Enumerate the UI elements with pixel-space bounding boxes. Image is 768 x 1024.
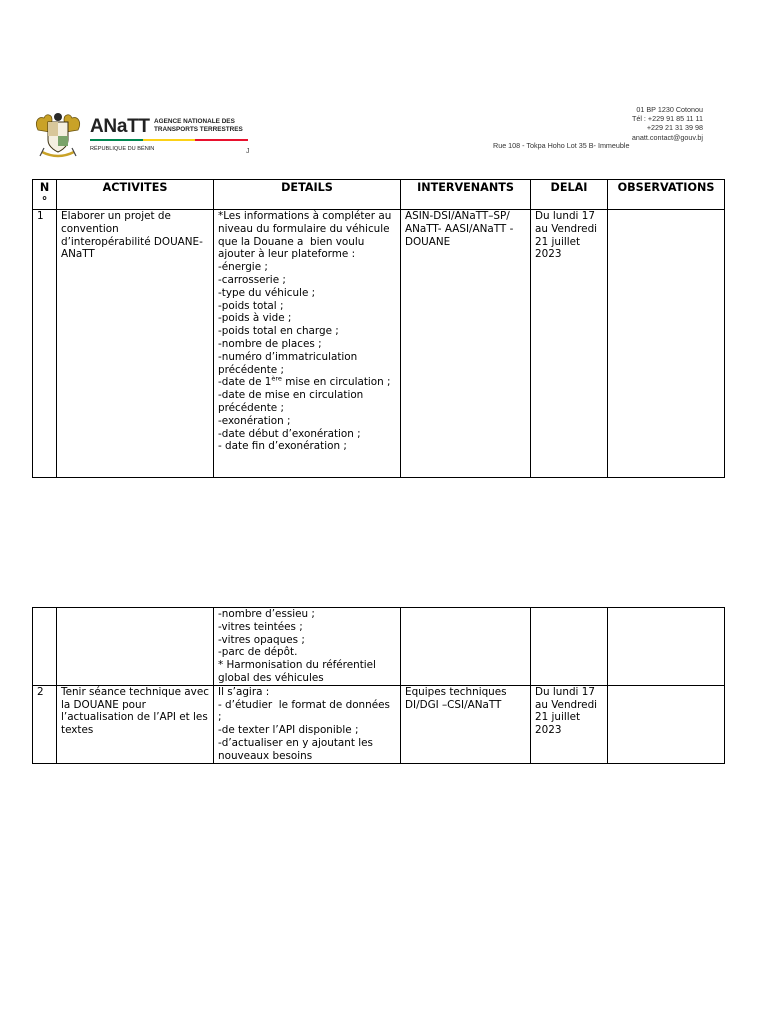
header-observations: OBSERVATIONS [608,180,725,210]
row-num [33,608,57,686]
stripe-red [195,139,248,141]
header-num: N ° [33,180,57,210]
row-observations [608,685,725,763]
row-details: -nombre d’essieu ; -vitres teintées ; -vitres opaques ; -parc de dépôt. * Harmonisation du référentiel global des véhicules [214,608,401,686]
benin-coat-of-arms-icon [32,108,84,160]
stripe-green [90,139,143,141]
flag-stripe [90,139,248,141]
table-header-row [33,180,725,210]
row-activity: Elaborer un projet de convention d’interopérabilité DOUANE- ANaTT [57,210,214,478]
row-delai: Du lundi 17 au Vendredi 21 juillet 2023 [531,685,608,763]
header-details: DETAILS [214,180,401,210]
anatt-logo [32,108,254,160]
row-observations [608,608,725,686]
row-intervenants [401,608,531,686]
row-activity: Tenir séance technique avec la DOUANE pour l’actualisation de l’API et les textes [57,685,214,763]
header-mark: J [246,148,250,155]
row-delai: Du lundi 17 au Vendredi 21 juillet 2023 [531,210,608,478]
stripe-yellow [143,139,196,141]
header-delai: DELAI [531,180,608,210]
agency-name: AGENCE NATIONALE DES TRANSPORTS TERRESTRES [154,118,243,133]
brand-name: ANaTT [90,116,150,137]
address: Rue 108 - Tokpa Hoho Lot 35 B- Immeuble [493,141,630,150]
row-details: Il s’agira : - d’étudier le format de données ; -de texter l’API disponible ; -d’actualiser en y ajoutant les nouveaux besoins [214,685,401,763]
header-intervenants: INTERVENANTS [401,180,531,210]
row-num: 1 [33,210,57,478]
contact-info: 01 BP 1230 Cotonou Tél : +229 91 85 11 11 +229 21 31 39 98 anatt.contact@gouv.bj [631,105,703,142]
republic-label: RÉPUBLIQUE DU BÉNIN [90,146,155,152]
row-intervenants: ASIN-DSI/ANaTT–SP/ ANaTT- AASI/ANaTT -DOUANE [401,210,531,478]
row-delai [531,608,608,686]
row-details: *Les informations à compléter au niveau du formulaire du véhicule que la Douane a bien voulu ajouter à leur plateforme : -énergie ; -carrosserie ; -type du véhicule ; -poids total ; -poids à vide ; -poids total en charge ; -nombre de places ; -numéro d’immatriculation précédente ; -date de 1ère mise en circulation ; -date de mise en circulation précédente ; -exonération ; -date début d’exonération ; - date fin d’exonération ; [214,210,401,478]
row-activity [57,608,214,686]
table-row [33,685,725,763]
row-intervenants: Equipes techniques DI/DGI –CSI/ANaTT [401,685,531,763]
row-observations [608,210,725,478]
table-row [33,210,725,478]
activities-table [32,179,725,478]
table-row [33,608,725,686]
activities-table-continued [32,607,725,764]
header-activities: ACTIVITES [57,180,214,210]
row-num: 2 [33,685,57,763]
